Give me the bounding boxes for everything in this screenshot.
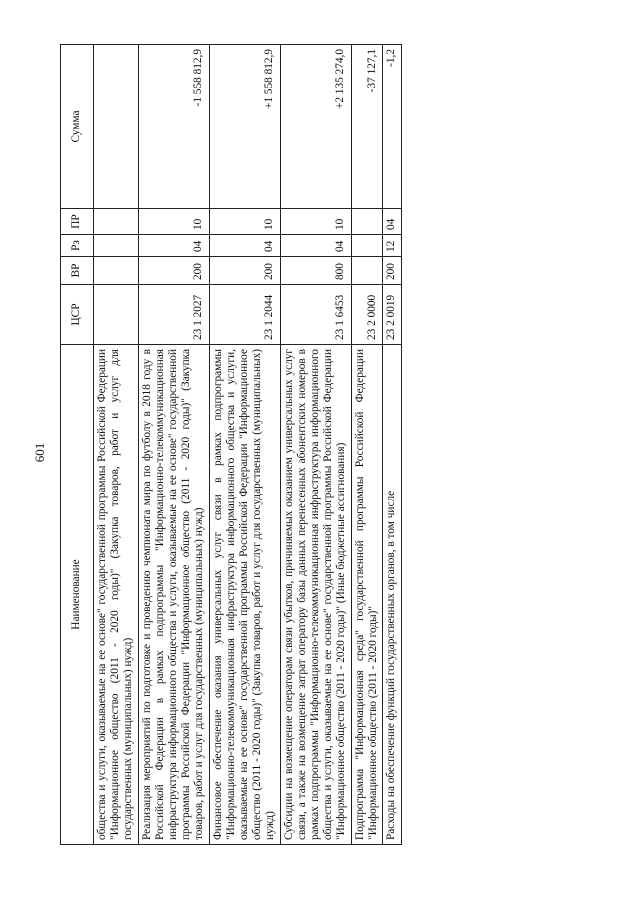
row-sum: -1,2 bbox=[383, 45, 402, 209]
header-vr: ВР bbox=[61, 257, 94, 285]
row-vr: 200 bbox=[209, 257, 280, 285]
header-name: Наименование bbox=[61, 345, 94, 845]
header-csr: ЦСР bbox=[61, 285, 94, 345]
row-rz: 04 bbox=[138, 235, 209, 257]
row-sum bbox=[94, 45, 139, 209]
table-row bbox=[209, 45, 280, 845]
header-rz: Рз bbox=[61, 235, 94, 257]
budget-table bbox=[60, 44, 402, 845]
row-sum: +1 558 812,9 bbox=[209, 45, 280, 209]
row-vr: 200 bbox=[138, 257, 209, 285]
row-name: Субсидии на возмещение операторам связи убытков, причиняемых оказанием универсальных услуг связи, а также на возмещение затрат оператору базы данных перенесенных абонентских номеров в рамках подпрограммы "Информационно-телекоммуникационная инфраструктура информационного общества и услуги, оказываемые на ее основе" государственной программы Российской Федерации "Информационное общество (2011 - 2020 годы)" (Иные бюджетные ассигнования) bbox=[280, 345, 351, 845]
row-vr bbox=[94, 257, 139, 285]
row-vr bbox=[351, 257, 382, 285]
table-row bbox=[280, 45, 351, 845]
row-csr: 23 1 6453 bbox=[280, 285, 351, 345]
row-csr: 23 1 2027 bbox=[138, 285, 209, 345]
row-sum: -37 127,1 bbox=[351, 45, 382, 209]
row-name: Финансовое обеспечение оказания универсальных услуг связи в рамках подпрограммы "Информационно-телекоммуникационная инфраструктура информационного общества и услуги, оказываемые на ее основе" государственной программы Российской Федерации "Информационное общество (2011 - 2020 годы)" (Закупка товаров, работ и услуг для государственных (муниципальных) нужд) bbox=[209, 345, 280, 845]
row-sum: +2 135 274,0 bbox=[280, 45, 351, 209]
row-pr bbox=[351, 209, 382, 235]
row-vr: 800 bbox=[280, 257, 351, 285]
row-rz: 12 bbox=[383, 235, 402, 257]
table-row bbox=[94, 45, 139, 845]
row-pr: 10 bbox=[280, 209, 351, 235]
row-csr: 23 1 2044 bbox=[209, 285, 280, 345]
row-rz bbox=[351, 235, 382, 257]
row-rz: 04 bbox=[209, 235, 280, 257]
row-name: Расходы на обеспечение функций государственных органов, в том числе bbox=[383, 345, 402, 845]
row-pr: 04 bbox=[383, 209, 402, 235]
row-pr: 10 bbox=[138, 209, 209, 235]
row-vr: 200 bbox=[383, 257, 402, 285]
table-row bbox=[351, 45, 382, 845]
row-name: Реализация мероприятий по подготовке и проведению чемпионата мира по футболу в 2018 году в Российской Федерации в рамках подпрограммы "Информационно-телекоммуникационная инфраструктура информационного общества и услуги, оказываемые на ее основе" государственной программы Российской Федерации "Информационное общество (2011 - 2020 годы)" (Закупка товаров, работ и услуг для государственных (муниципальных) нужд) bbox=[138, 345, 209, 845]
page-number: 601 bbox=[32, 442, 47, 463]
row-name: общества и услуги, оказываемые на ее основе" государственной программы Российской Федерации "Информационное общество (2011 - 2020 годы)" (Закупка товаров, работ и услуг для государственных (муниципальных) нужд) bbox=[94, 345, 139, 845]
row-rz bbox=[94, 235, 139, 257]
table-header-row bbox=[61, 45, 94, 845]
header-pr: ПР bbox=[61, 209, 94, 235]
header-sum: Сумма bbox=[61, 45, 94, 209]
row-rz: 04 bbox=[280, 235, 351, 257]
row-sum: -1 558 812,9 bbox=[138, 45, 209, 209]
table-row bbox=[138, 45, 209, 845]
row-name: Подпрограмма "Информационная среда" государственной программы Российской Федерации "Информационное общество (2011 - 2020 годы)" bbox=[351, 345, 382, 845]
row-csr bbox=[94, 285, 139, 345]
table-row bbox=[383, 45, 402, 845]
row-csr: 23 2 0000 bbox=[351, 285, 382, 345]
row-pr: 10 bbox=[209, 209, 280, 235]
row-pr bbox=[94, 209, 139, 235]
row-csr: 23 2 0019 bbox=[383, 285, 402, 345]
